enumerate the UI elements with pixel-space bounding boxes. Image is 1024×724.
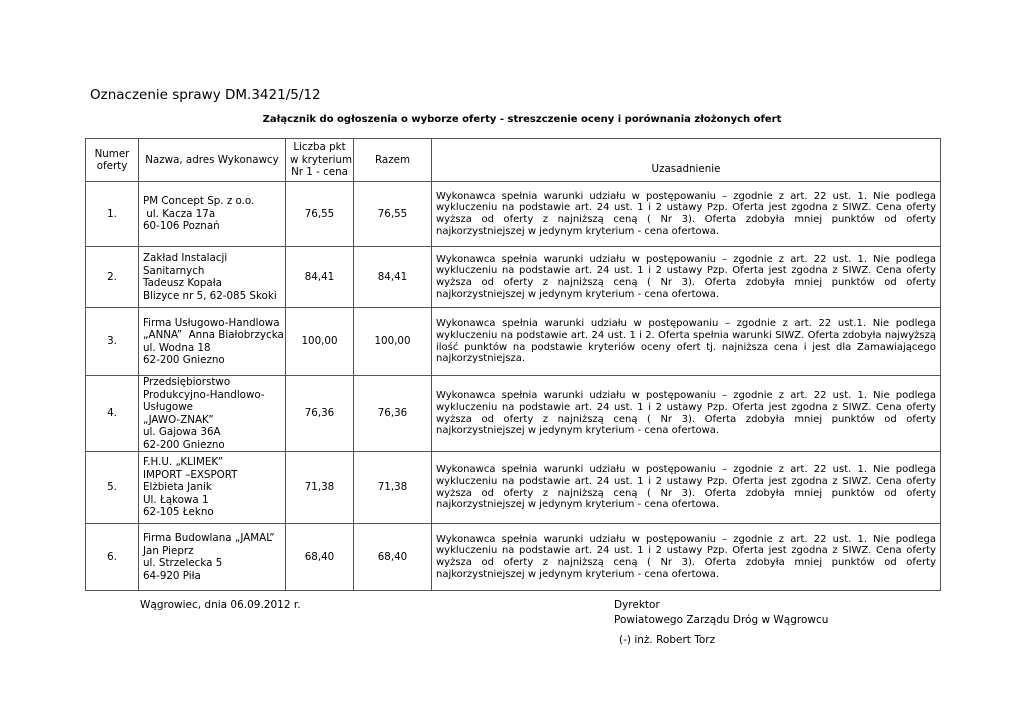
justification: Wykonawca spełnia warunki udziału w postępowaniu – zgodnie z art. 22 ust. 1. Nie podlega wykluczeniu na podstawie art. 24 ust. 1 i 2 ustawy Pzp. Oferta jest zgodna z SIWZ. Cena oferty wyższa od oferty z najniższą ceną ( Nr 3). Oferta zdobyła mniej punktów od oferty najkorzystniejszej w jedynym kryterium - cena ofertowa. <box>432 247 941 308</box>
signature-org: Powiatowego Zarządu Dróg w Wągrowcu <box>614 614 829 626</box>
header-points-line: Nr 1 - cena <box>291 166 348 179</box>
contractor-name-line: Usługowe <box>143 401 193 413</box>
justification: Wykonawca spełnia warunki udziału w postępowaniu – zgodnie z art. 22 ust. 1. Nie podlega wykluczeniu na podstawie art. 24 ust. 1 i 2 ustawy Pzp. Oferta jest zgodna z SIWZ. Cena oferty wyższa od oferty z najniższą ceną ( Nr 3). Oferta zdobyła mniej punktów od oferty najkorzystniejszej w jedynym kryterium - cena ofertowa. <box>432 524 941 591</box>
header-total: Razem <box>354 139 432 182</box>
justification: Wykonawca spełnia warunki udziału w postępowaniu – zgodnie z art. 22 ust. 1. Nie podlega wykluczeniu na podstawie art. 24 ust. 1 i 2 ustawy Pzp. Oferta jest zgodna z SIWZ. Cena oferty wyższa od oferty z najniższą ceną ( Nr 3). Oferta zdobyła mniej punktów od oferty najkorzystniejszej w jedynym kryterium - cena ofertowa. <box>432 376 941 452</box>
contractor-name-line: 60-106 Poznań <box>143 220 220 233</box>
table-row <box>86 452 941 524</box>
table-header-row <box>86 139 941 182</box>
total-points: 68,40 <box>354 524 432 591</box>
contractor-name-line: Zakład Instalacji <box>143 252 228 264</box>
table-row <box>86 308 941 376</box>
price-points: 100,00 <box>286 308 354 376</box>
justification: Wykonawca spełnia warunki udziału w postępowaniu – zgodnie z art. 22 ust.1. Nie podlega wykluczeniu na podstawie art. 24 ust. 1 i 2. Oferta spełnia warunki SIWZ. Oferta zdobyła najwyższą ilość punktów na podstawie kryteriów oceny ofert tj. najniższa cena i jest dla Zamawiającego najkorzystniejsza. <box>432 308 941 376</box>
justification: Wykonawca spełnia warunki udziału w postępowaniu – zgodnie z art. 22 ust. 1. Nie podlega wykluczeniu na podstawie art. 24 ust. 1 i 2 ustawy Pzp. Oferta jest zgodna z SIWZ. Cena oferty wyższa od oferty z najniższą ceną ( Nr 3). Oferta zdobyła mniej punktów od oferty najkorzystniejszej w jedynym kryterium - cena ofertowa. <box>432 182 941 247</box>
price-points: 84,41 <box>286 247 354 308</box>
price-points: 68,40 <box>286 524 354 591</box>
table-row <box>86 247 941 308</box>
case-reference: Oznaczenie sprawy DM.3421/5/12 <box>90 87 321 103</box>
contractor-name-line: ul. Strzelecka 5 <box>143 557 223 569</box>
contractor-name-line: ul. Wodna 18 <box>143 341 211 354</box>
table-row <box>86 524 941 591</box>
offer-number: 5. <box>86 452 139 524</box>
header-number <box>86 139 139 182</box>
contractor-name-line: 62-200 Gniezno <box>143 438 225 451</box>
price-points: 76,55 <box>286 182 354 247</box>
header-number-line: oferty <box>96 160 128 172</box>
contractor-name <box>139 452 286 524</box>
total-points: 84,41 <box>354 247 432 308</box>
contractor-name-line: F.H.U. „KLIMEK” <box>143 456 224 469</box>
header-justification: Uzasadnienie <box>432 139 941 182</box>
place-date: Wągrowiec, dnia 06.09.2012 r. <box>140 599 301 611</box>
contractor-name-line: Elżbieta Janik <box>143 481 212 494</box>
signature-block <box>614 598 828 648</box>
signature-title: Dyrektor <box>614 599 660 611</box>
justification: Wykonawca spełnia warunki udziału w postępowaniu – zgodnie z art. 22 ust. 1. Nie podlega wykluczeniu na podstawie art. 24 ust. 1 i 2 ustawy Pzp. Oferta jest zgodna z SIWZ. Cena oferty wyższa od oferty z najniższą ceną ( Nr 3). Oferta zdobyła mniej punktów od oferty najkorzystniejszej w jedynym kryterium - cena ofertowa. <box>432 452 941 524</box>
header-name: Nazwa, adres Wykonawcy <box>139 139 286 182</box>
header-points <box>286 139 354 182</box>
contractor-name-line: „JAWO-ZNAK” <box>143 413 214 426</box>
offer-number: 1. <box>86 182 139 247</box>
contractor-name-line: Tadeusz Kopała <box>143 277 222 289</box>
contractor-name-line: Jan Pieprz <box>143 544 194 557</box>
contractor-name <box>139 247 286 308</box>
total-points: 100,00 <box>354 308 432 376</box>
contractor-name-line: 62-200 Gniezno <box>143 354 225 366</box>
contractor-name-line: Sanitarnych <box>143 264 205 277</box>
contractor-name-line: 64-920 Piła <box>143 569 201 582</box>
contractor-name <box>139 524 286 591</box>
contractor-name <box>139 182 286 247</box>
offer-number: 4. <box>86 376 139 452</box>
total-points: 76,36 <box>354 376 432 452</box>
header-points-line: w kryterium <box>290 153 353 166</box>
header-number-line: Numer <box>94 147 130 160</box>
contractor-name-line: PM Concept Sp. z o.o. <box>143 195 255 208</box>
contractor-name-line: Firma Usługowo-Handlowa <box>143 316 280 329</box>
contractor-name-line: Przedsiębiorstwo <box>143 376 231 388</box>
document-title: Załącznik do ogłoszenia o wyborze oferty - streszczenie oceny i porównania złożonych ofert <box>262 114 782 125</box>
offer-number: 3. <box>86 308 139 376</box>
contractor-name <box>139 308 286 376</box>
contractor-name-line: IMPORT –EXSPORT <box>143 468 238 481</box>
offer-number: 6. <box>86 524 139 591</box>
table-row <box>86 182 941 247</box>
contractor-name-line: Ul. Łąkowa 1 <box>143 493 209 506</box>
contractor-name-line: ul. Gajowa 36A <box>143 426 221 438</box>
total-points: 71,38 <box>354 452 432 524</box>
price-points: 71,38 <box>286 452 354 524</box>
contractor-name-line: ul. Kacza 17a <box>143 207 216 220</box>
table-row <box>86 376 941 452</box>
contractor-name-line: Firma Budowlana „JAMAL” <box>143 532 275 544</box>
contractor-name-line: „ANNA” Anna Białobrzycka <box>143 329 284 341</box>
contractor-name <box>139 376 286 452</box>
contractor-name-line: Blizyce nr 5, 62-085 Skoki <box>143 289 277 302</box>
contractor-name-line: 62-105 Łekno <box>143 506 214 519</box>
contractor-name-line: Produkcyjno-Handlowo- <box>143 388 265 401</box>
price-points: 76,36 <box>286 376 354 452</box>
offer-number: 2. <box>86 247 139 308</box>
signature-name: (-) inż. Robert Torz <box>619 634 716 646</box>
total-points: 76,55 <box>354 182 432 247</box>
offers-table <box>85 138 941 591</box>
header-points-line: Liczba pkt <box>293 141 346 154</box>
